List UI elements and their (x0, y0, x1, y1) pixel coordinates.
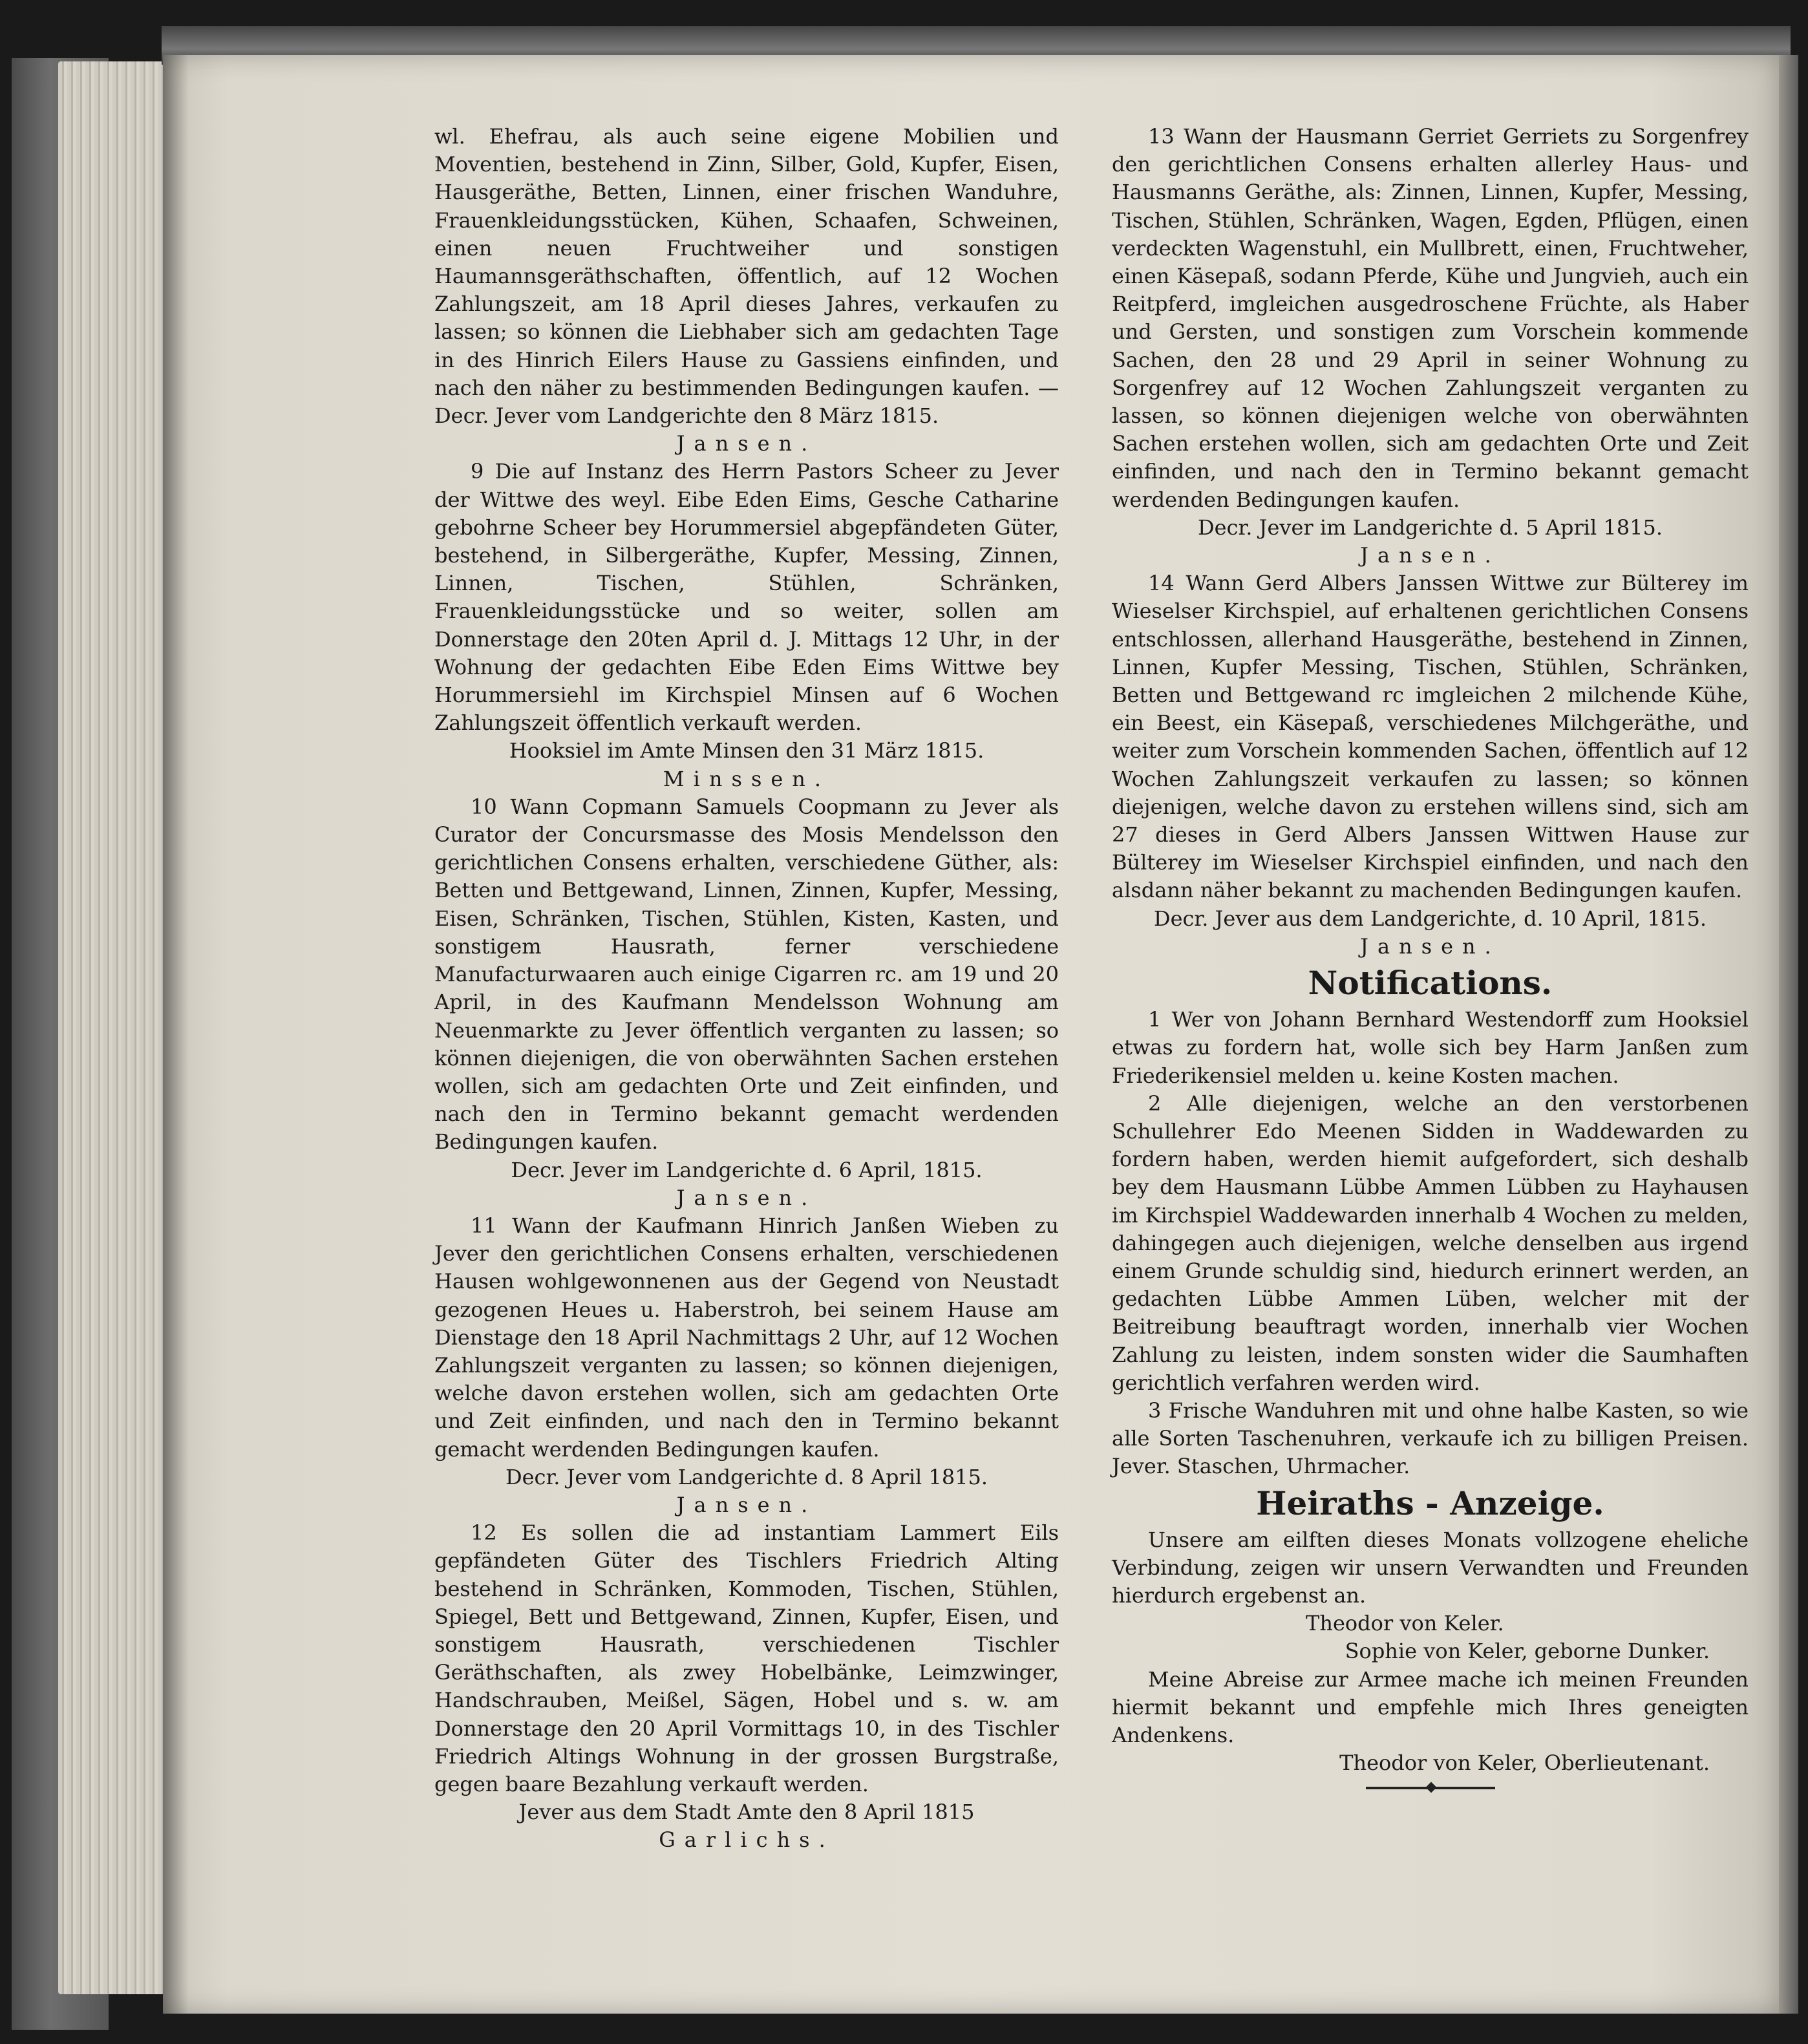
notification-3-text: 3 Frische Wanduhren mit und ohne halbe Kasten, so wie alle Sorten Taschenuhren, verkaufe ich zu billigen Preisen. Jever. Staschen, Uhrmacher. (1112, 1398, 1749, 1479)
notice-13-date: Decr. Jever im Landgerichte d. 5 April 1815. (1197, 515, 1663, 540)
notice-12-date: Jever aus dem Stadt Amte den 8 April 1815 (518, 1800, 975, 1825)
notice-10-text: 10 Wann Copmann Samuels Coopmann zu Jever als Curator der Concursmasse des Mosis Mendelsson den gerichtlichen Consens erhalten, verschiedene Güther, als: Betten und Bettgewand, Linnen, Zinnen, Kupfer, Messing, Eisen, Schränken, Tischen, Stühlen, Kisten, Kasten, und sonstigem Hausrath, ferner verschiedene Manufacturwaaren auch einige Cigarren rc. am 19 und 20 April, in des Kaufmann Mendelsson Wohnung am Neuenmarkte zu Jever öffentlich verganten zu lassen; so können diejenigen, die von oberwähnten Sachen erstehen wollen, sich am gedachten Orte und Zeit einfinden, und nach den in Termino bekannt gemacht werdenden Bedingungen kaufen. (434, 794, 1059, 1155)
notice-11-text: 11 Wann der Kaufmann Hinrich Janßen Wieben zu Jever den gerichtlichen Consens erhalten, verschiedenen Hausen wohlgewonnenen aus der Gegend von Neustadt gezogenen Heues u. Haberstroh, bei seinem Hause am Dienstage den 18 April Nachmittags 2 Uhr, auf 12 Wochen Zahlungszeit verganten zu lassen; so können diejenigen, welche davon erstehen wollen, sich am gedachten Orte und Zeit einfinden, und nach den in Termino bekannt gemacht werdenden Bedingungen kaufen. (434, 1213, 1059, 1462)
notice-11-date: Decr. Jever vom Landgerichte d. 8 April 1815. (505, 1464, 988, 1489)
notice-14-date: Decr. Jever aus dem Landgerichte, d. 10 April, 1815. (1153, 906, 1707, 931)
notifications-heading: Notifications. (1308, 964, 1553, 1003)
notice-13-text: 13 Wann der Hausmann Gerriet Gerriets zu Sorgenfrey den gerichtlichen Consens erhalten allerley Haus- und Hausmanns Geräthe, als: Zinnen, Linnen, Kupfer, Messing, Tischen, Stühlen, Schränken, Wagen, Egden, Pflügen, einen verdeckten Wagenstuhl, ein Mullbrett, einen, Fruchtweher, einen Käsepaß, sodann Pferde, Kühe und Jungvieh, auch ein Reitpferd, imgleichen ausgedroschene Früchte, als Haber und Gersten, und sonstigen zum Vorschein kommende Sachen, den 28 und 29 April in seiner Wohnung zu Sorgenfrey auf 12 Wochen Zahlungszeit verganten zu lassen, so können diejenigen welche von oberwähnten Sachen erstehen wollen, sich am gedachten Orte und Zeit einfinden, und nach den in Termino bekannt gemacht werdenden Bedingungen kaufen. (1112, 124, 1749, 512)
notice-9-text: 9 Die auf Instanz des Herrn Pastors Scheer zu Jever der Wittwe des weyl. Eibe Eden Eims, Gesche Catharine gebohrne Scheer bey Horummersiel abgepfändeten Güter, bestehend, in Silbergeräthe, Kupfer, Messing, Zinnen, Linnen, Tischen, Stühlen, Schränken, Frauenkleidungsstücke und so weiter, sollen am Donnerstage den 20ten April d. J. Mittags 12 Uhr, in der Wohnung der gedachten Eibe Eden Eims Wittwe bey Horummersiehl im Kirchspiel Minsen auf 6 Wochen Zahlungszeit öffentlich verkauft werden. (434, 459, 1059, 736)
notice-8-text: wl. Ehefrau, als auch seine eigene Mobilien und Moventien, bestehend in Zinn, Silber, Gold, Kupfer, Eisen, Hausgeräthe, Betten, Linnen, einer frischen Wanduhre, Frauenkleidungsstücken, Kühen, Schaafen, Schweinen, einen neuen Fruchtweiher und sonstigen Haumannsgeräthschaften, öffentlich, auf 12 Wochen Zahlungszeit, am 18 April dieses Jahres, verkaufen zu lassen; so können die Liebhaber sich am gedachten Tage in des Hinrich Eilers Hause zu Gassiens einfinden, und nach den näher zu bestimmenden Bedingungen kaufen. — Decr. Jever vom Landgerichte den 8 März 1815. (434, 124, 1059, 429)
notice-14-signature: Jansen. (1360, 933, 1500, 959)
notice-9-signature: Minssen. (663, 766, 831, 791)
marriage-heading: Heiraths - Anzeige. (1256, 1484, 1604, 1522)
marriage-signature-groom: Theodor von Keler. (1306, 1611, 1504, 1636)
farewell-text: Meine Abreise zur Armee mache ich meinen Freunden hiermit bekannt und empfehle mich Ihres geneigten Andenkens. (1112, 1666, 1749, 1747)
page-gutter-shadow (163, 55, 189, 2014)
notice-10-date: Decr. Jever im Landgerichte d. 6 April, 1815. (511, 1157, 983, 1182)
marriage-signature-bride: Sophie von Keler, geborne Dunker. (1345, 1639, 1710, 1664)
right-text-column (1112, 123, 1749, 1793)
notice-10-signature: Jansen. (676, 1185, 817, 1210)
notice-14-text: 14 Wann Gerd Albers Janssen Wittwe zur Bülterey im Wieselser Kirchspiel, auf erhaltenen gerichtlichen Consens entschlossen, allerhand Hausgeräthe, bestehend in Zinnen, Linnen, Kupfer Messing, Tischen, Stühlen, Schränken, Betten und Bettgewand rc imgleichen 2 milchende Kühe, ein Beest, ein Käsepaß, verschiedenes Milchgeräthe, und weiter zum Vorschein kommenden Sachen, öffentlich auf 12 Wochen Zahlungszeit verkaufen zu lassen; so können diejenigen, welche davon zu erstehen willens sind, sich am 27 dieses in Gerd Albers Janssen Wittwen Hause zur Bülterey im Wieselser Kirchspiel einfinden, und nach den alsdann näher bekannt zu machenden Bedingungen kaufen. (1112, 571, 1749, 903)
notice-12-text: 12 Es sollen die ad instantiam Lammert Eils gepfändeten Güter des Tischlers Friedrich Alting bestehend in Schränken, Kommoden, Tischen, Stühlen, Spiegel, Bett und Bettgewand, Zinnen, Kupfer, Eisen, und sonstigem Hausrath, verschiedenen Tischler Geräthschaften, als zwey Hobelbänke, Leimzwinger, Handschrauben, Meißel, Sägen, Hobel und s. w. am Donnerstage den 20 April Vormittags 10, in des Tischler Friedrich Altings Wohnung in der grossen Burgstraße, gegen baare Bezahlung verkauft werden. (434, 1520, 1059, 1796)
notification-2-text: 2 Alle diejenigen, welche an den verstorbenen Schullehrer Edo Meenen Sidden in Waddewarden zu fordern haben, werden hiemit aufgefordert, sich deshalb bey dem Hausmann Lübbe Ammen Lübben zu Hayhausen im Kirchspiel Waddewarden innerhalb 4 Wochen zu melden, dahingegen auch diejenigen, welche denselben aus irgend einem Grunde schuldig sind, hiedurch erinnert werden, an gedachten Lübbe Ammen Lüben, welcher mit der Beitreibung beauftragt worden, innerhalb vier Wochen Zahlung zu leisten, indem sonsten wider die Saumhaften gerichtlich verfahren werden wird. (1112, 1091, 1749, 1395)
closing-ornament (1366, 1783, 1495, 1793)
marriage-announcement-text: Unsere am eilften dieses Monats vollzogene eheliche Verbindung, zeigen wir unsern Verwandten und Freunden hierdurch ergebenst an. (1112, 1527, 1749, 1608)
notification-1-text: 1 Wer von Johann Bernhard Westendorff zum Hooksiel etwas zu fordern hat, wolle sich bey Harm Janßen zum Friederikensiel melden u. keine Kosten machen. (1112, 1007, 1749, 1088)
farewell-signature: Theodor von Keler, Oberlieutenant. (1339, 1751, 1710, 1776)
notice-12-signature: Garlichs. (659, 1827, 835, 1853)
notice-11-signature: Jansen. (676, 1492, 817, 1517)
page-right-edge (1779, 55, 1798, 2014)
notice-13-signature: Jansen. (1360, 543, 1500, 568)
left-text-column (434, 123, 1059, 1855)
page-edges (58, 61, 168, 1994)
notice-8-signature: Jansen. (676, 431, 817, 456)
notice-9-date: Hooksiel im Amte Minsen den 31 März 1815. (509, 738, 984, 763)
